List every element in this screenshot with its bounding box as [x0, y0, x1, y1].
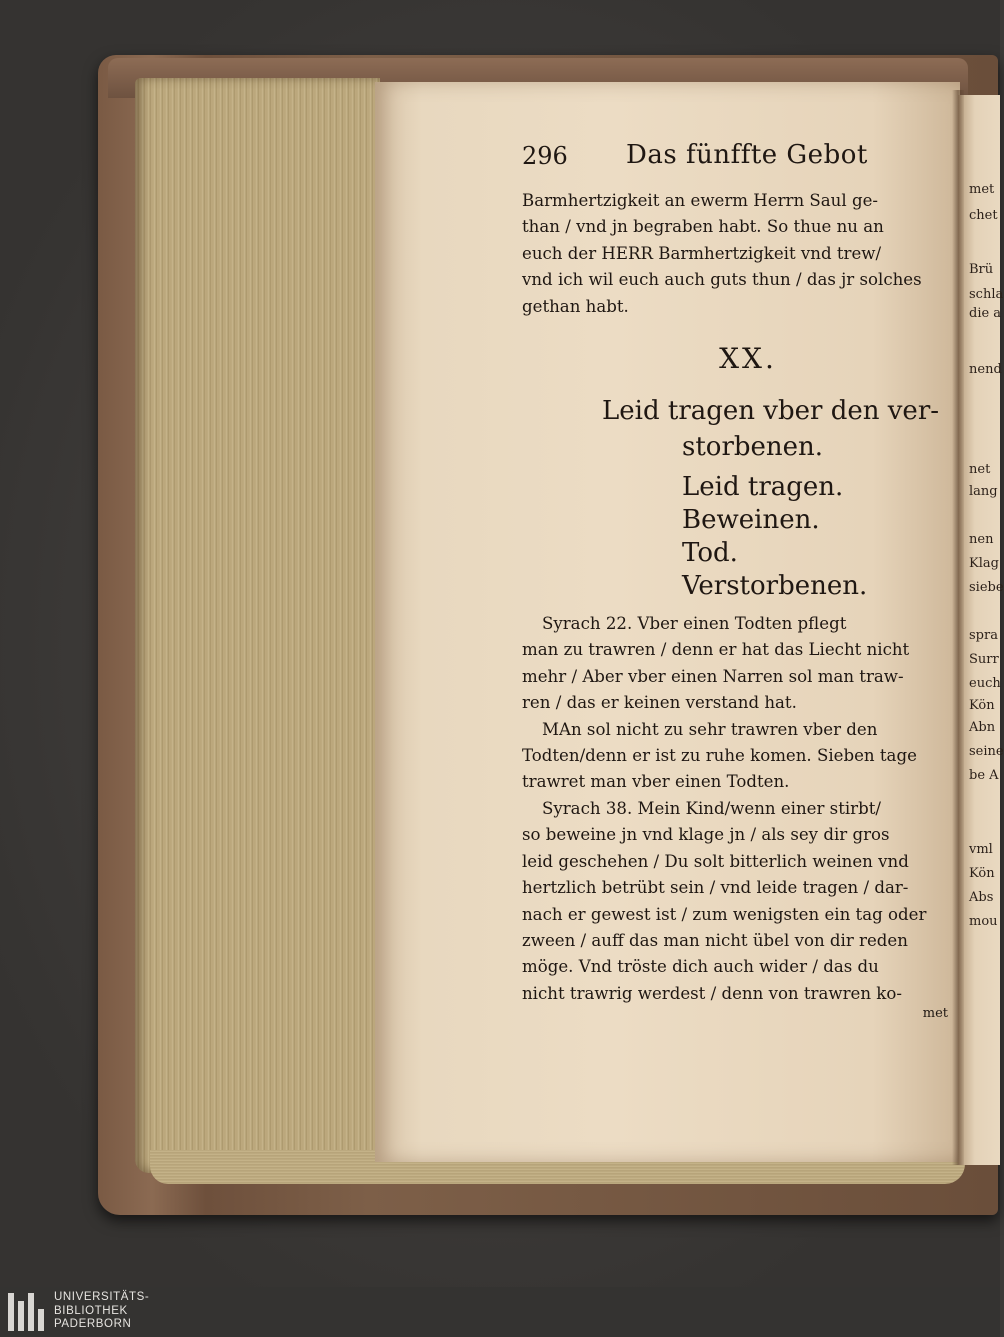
- text-line: nach er gewest ist / zum wenigsten ein tag oder: [522, 904, 927, 924]
- text-line: Syrach 38. Mein Kind/wenn einer stirbt/: [542, 798, 881, 818]
- text-line: gethan habt.: [522, 296, 629, 316]
- facing-page-fragment: Kön: [969, 698, 995, 713]
- text-line: Barmhertzigkeit an ewerm Herrn Saul ge-: [522, 191, 878, 210]
- section-title-line: Leid tragen vber den ver-: [602, 396, 940, 427]
- keyword: Tod.: [682, 538, 738, 569]
- facing-page-fragment: nen: [969, 532, 994, 547]
- text-line: leid geschehen / Du solt bitterlich weinen vnd: [522, 851, 909, 871]
- library-logo-icon: [8, 1293, 44, 1331]
- text-line: man zu trawren / denn er hat das Liecht nicht: [522, 640, 910, 660]
- text-line: zween / auff das man nicht übel von dir reden: [522, 930, 908, 950]
- text-line: Todten/denn er ist zu ruhe komen. Sieben tage: [522, 746, 917, 766]
- library-name-line: PADERBORN: [54, 1318, 132, 1330]
- facing-page-fragment: net: [969, 462, 991, 477]
- text-line: trawret man vber einen Todten.: [522, 772, 790, 792]
- text-line: nicht trawrig werdest / denn von trawren ko-: [522, 983, 902, 1003]
- facing-page-fragment: vml: [969, 842, 993, 857]
- keyword: Beweinen.: [682, 505, 820, 536]
- body-text: [522, 611, 954, 1007]
- keyword: Leid tragen.: [682, 472, 844, 503]
- facing-page-fragment: Klag: [969, 556, 999, 571]
- keyword-list: [522, 471, 954, 603]
- facing-page-fragment: spra: [969, 628, 998, 643]
- facing-page-fragment: met: [969, 182, 995, 197]
- library-footer: [0, 1287, 1000, 1337]
- opening-paragraph: [522, 188, 954, 320]
- facing-page-fragment: siebe: [969, 580, 1004, 595]
- facing-page-fragment: schla: [969, 287, 1004, 302]
- facing-page-fragment: lang: [969, 484, 998, 499]
- text-line: vnd ich wil euch auch guts thun / das jr solches: [522, 270, 922, 290]
- text-line: möge. Vnd tröste dich auch wider / das du: [522, 957, 879, 977]
- page-block-edges: [135, 78, 380, 1173]
- library-name-line: BIBLIOTHEK: [54, 1304, 128, 1317]
- page-text: [522, 138, 954, 1021]
- catchword: met: [922, 1006, 948, 1022]
- running-head: Das fünffte Gebot: [626, 140, 868, 170]
- facing-page-fragment: Abn: [969, 720, 996, 735]
- text-line: than / vnd jn begraben habt. So thue nu an: [522, 217, 884, 237]
- facing-page-fragment: Brü: [969, 262, 994, 277]
- text-line: hertzlich betrübt sein / vnd leide tragen / dar-: [522, 878, 909, 898]
- text-line: Syrach 22. Vber einen Todten pflegt: [542, 614, 847, 634]
- section-title-line: storbenen.: [682, 432, 824, 463]
- facing-page-fragment: die a: [969, 306, 1002, 321]
- facing-page-fragment: mou: [969, 914, 998, 929]
- facing-page-fragment: seine: [969, 744, 1004, 759]
- page-header: [522, 138, 954, 188]
- page-number: 296: [522, 142, 568, 170]
- section-title: [522, 393, 954, 465]
- text-line: euch der HERR Barmhertzigkeit vnd trew/: [522, 243, 882, 263]
- facing-page-fragment: Surr: [969, 652, 999, 667]
- text-line: ren / das er keinen verstand hat.: [522, 693, 797, 713]
- section-numeral: XX.: [719, 342, 777, 376]
- facing-page-fragment: euch: [969, 676, 1001, 691]
- facing-page-fragment: chet: [969, 208, 998, 223]
- library-name: [54, 1291, 149, 1332]
- facing-page-fragment: Kön: [969, 866, 995, 881]
- facing-page-fragment: be A: [969, 768, 999, 783]
- text-line: MAn sol nicht zu sehr trawren vber den: [542, 719, 878, 739]
- text-line: mehr / Aber vber einen Narren sol man traw-: [522, 666, 904, 686]
- text-line: so beweine jn vnd klage jn / als sey dir gros: [522, 825, 890, 845]
- library-name-line: UNIVERSITÄTS-: [54, 1291, 150, 1303]
- keyword: Verstorbenen.: [682, 571, 868, 602]
- facing-page-fragment: nend: [969, 362, 1002, 377]
- facing-page-fragment: Abs: [969, 890, 994, 905]
